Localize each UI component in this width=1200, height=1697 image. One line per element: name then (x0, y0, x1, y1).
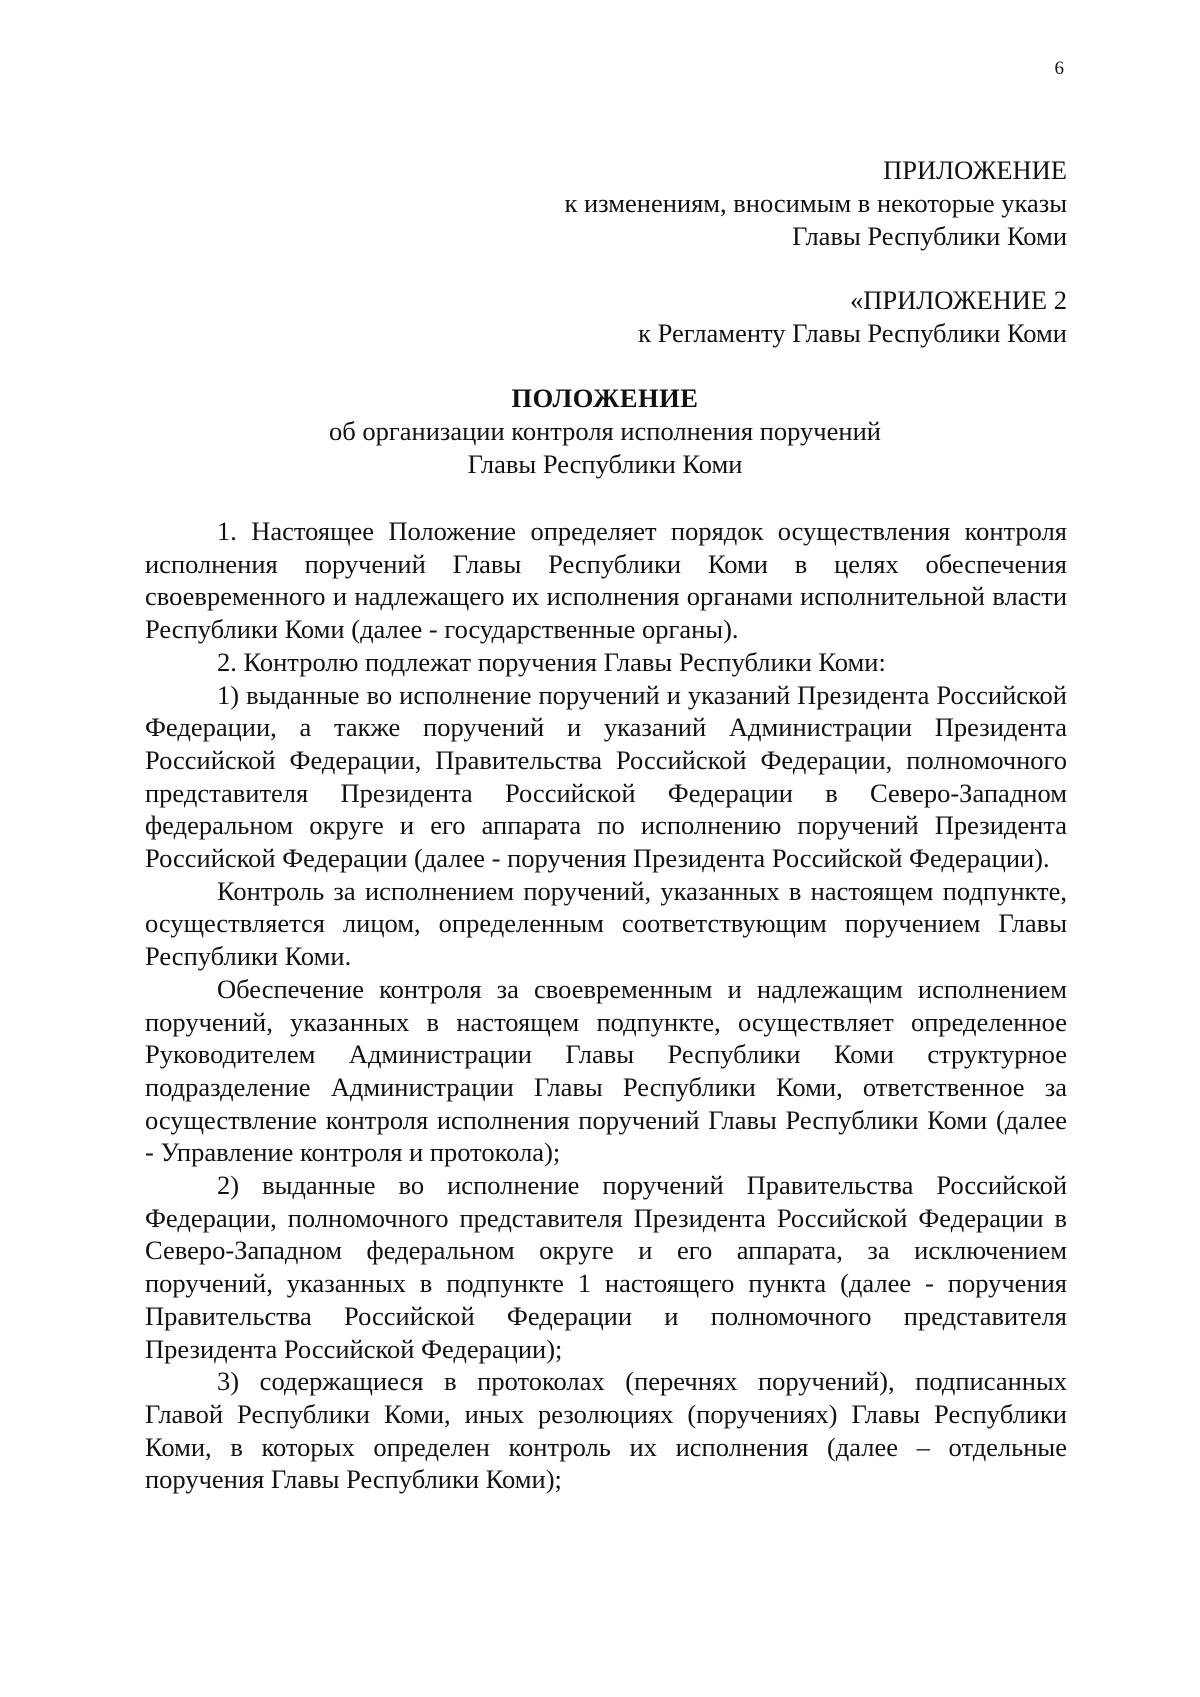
appendix-label: ПРИЛОЖЕНИЕ (883, 155, 1067, 185)
appendix-reference-line: к изменениям, вносимым в некоторые указы (564, 188, 1067, 218)
document-title: ПОЛОЖЕНИЕ (511, 383, 699, 413)
document-subtitle-line: Главы Республики Коми (467, 449, 743, 479)
document-subtitle-line: об организации контроля исполнения поручений (329, 416, 881, 446)
regulation-appendix-label: «ПРИЛОЖЕНИЕ 2 (850, 285, 1067, 315)
page-number: 6 (1054, 58, 1064, 79)
document-body (145, 515, 1067, 1496)
paragraph-1: 1. Настоящее Положение определяет порядок осуществления контроля исполнения поручений Главы Республики Коми в целях обеспечения своевременного и надлежащего их исполнения органами исполнительной власти Республики Коми (далее - государственные органы). (145, 516, 1067, 645)
appendix-block (564, 154, 1067, 253)
document-heading (145, 382, 1065, 481)
paragraph-2: 2. Контролю подлежат поручения Главы Республики Коми: (217, 646, 886, 677)
paragraph-control-note: Контроль за исполнением поручений, указанных в настоящем подпункте, осуществляется лицом, определенным соответствующим поручением Главы Республики Коми. (145, 875, 1067, 972)
paragraph-control-provision: Обеспечение контроля за своевременным и надлежащим исполнением поручений, указанных в настоящем подпункте, осуществляет определенное Руководителем Администрации Главы Республики Коми структурное подразделение Администрации Главы Республики Коми, ответственное за осуществление контроля исполнения поручений Главы Республики Коми (далее - Управление контроля и протокола); (145, 973, 1067, 1168)
paragraph-subitem-2: 2) выданные во исполнение поручений Правительства Российской Федерации, полномочного представителя Президента Российской Федерации в Северо-Западном федеральном округе и его аппарата, за исключением поручений, указанных в подпункте 1 настоящего пункта (далее - поручения Правительства Российской Федерации и полномочного представителя Президента Российской Федерации); (145, 1170, 1067, 1364)
paragraph-subitem-1: 1) выданные во исполнение поручений и указаний Президента Российской Федерации, а также поручений и указаний Администрации Президента Российской Федерации, Правительства Российской Федерации, полномочного представителя Президента Российской Федерации в Северо-Западном федеральном округе и его аппарата по исполнению поручений Президента Российской Федерации (далее - поручения Президента Российской Федерации). (145, 679, 1067, 874)
regulation-appendix-block (638, 284, 1067, 350)
appendix-reference-line: Главы Республики Коми (792, 221, 1067, 251)
paragraph-subitem-3: 3) содержащиеся в протоколах (перечнях поручений), подписанных Главой Республики Коми, иных резолюциях (поручениях) Главы Республики Коми, в которых определен контроль их исполнения (далее – отдельные поручения Главы Республики Коми); (145, 1366, 1067, 1495)
regulation-reference-line: к Регламенту Главы Республики Коми (638, 318, 1067, 348)
